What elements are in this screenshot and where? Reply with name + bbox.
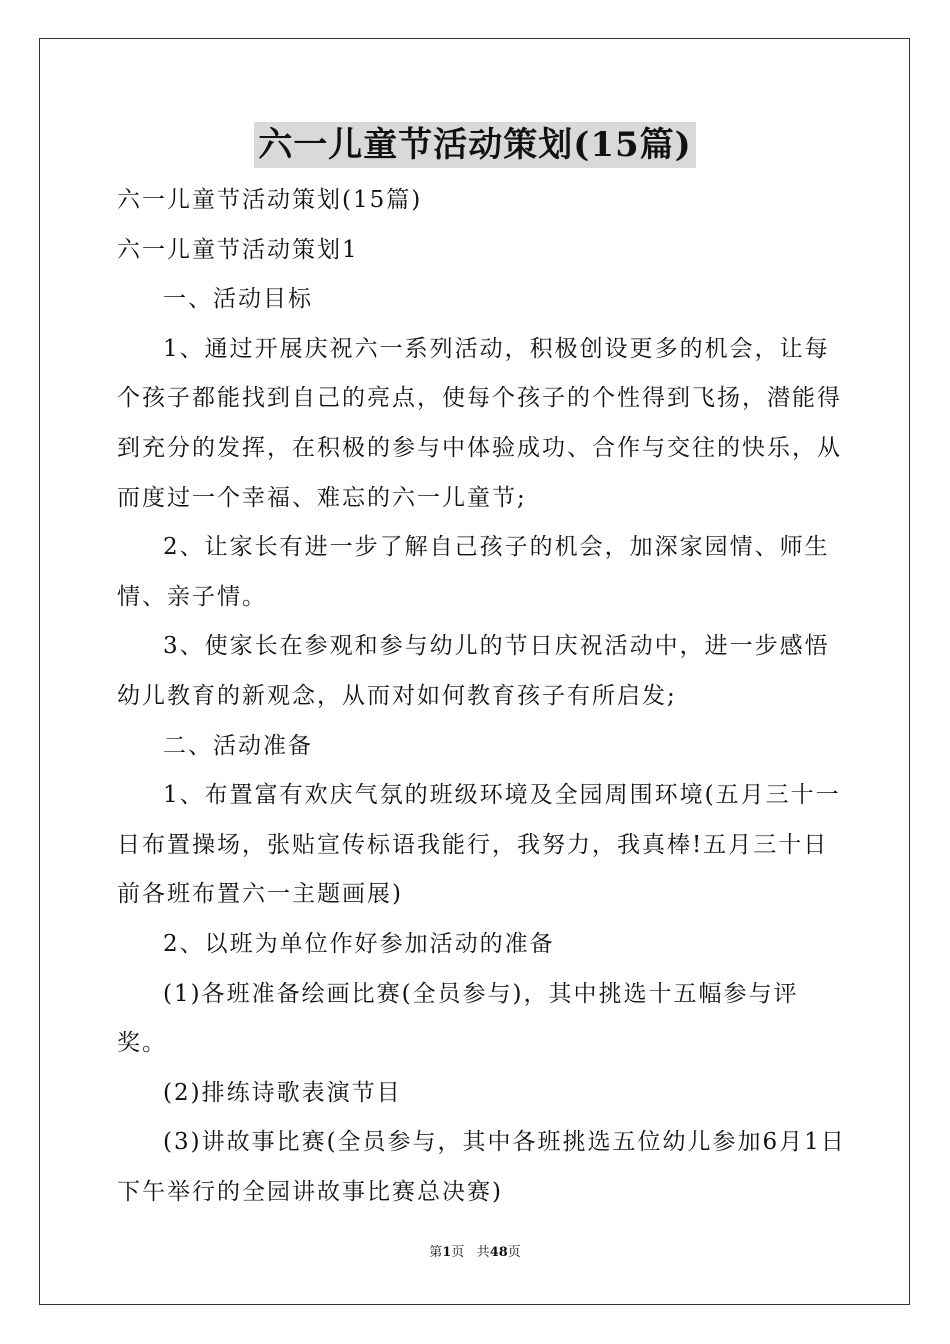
paragraph: 2、让家长有进一步了解自己孩子的机会，加深家园情、师生情、亲子情。 [117, 534, 830, 610]
total-page-count: 48 [489, 1245, 508, 1260]
list-item: (1)各班准备绘画比赛(全员参与)，其中挑选十五幅参与评奖。 [117, 980, 799, 1057]
document-body [117, 176, 847, 1217]
list-item: (3)讲故事比赛(全员参与，其中各班挑选五位幼儿参加6月1日下午举行的全园讲故事比赛总决赛) [117, 1129, 846, 1205]
total-suffix: 页 [507, 1245, 521, 1260]
title-container [0, 122, 950, 168]
paragraph: 3、使家长在参观和参与幼儿的节日庆祝活动中，进一步感悟幼儿教育的新观念，从而对如何教育孩子有所启发; [117, 633, 830, 709]
document-title: 六一儿童节活动策划(15篇) [254, 122, 696, 168]
list-item: (2)排练诗歌表演节目 [163, 1079, 402, 1106]
section-heading: 二、活动准备 [163, 732, 313, 759]
paragraph: 1、布置富有欢庆气氛的班级环境及全园周围环境(五月三十一日布置操场，张贴宣传标语我能行，我努力，我真棒!五月三十日前各班布置六一主题画展) [117, 782, 841, 908]
section-heading: 一、活动目标 [163, 286, 313, 313]
page-prefix: 第 [429, 1245, 443, 1260]
paragraph: 六一儿童节活动策划(15篇) [117, 187, 423, 213]
page-suffix: 页 [451, 1245, 465, 1260]
paragraph: 2、以班为单位作好参加活动的准备 [163, 930, 555, 957]
total-prefix: 共 [476, 1245, 490, 1260]
page-footer [0, 1244, 950, 1262]
current-page-number: 1 [442, 1245, 452, 1260]
paragraph: 1、通过开展庆祝六一系列活动，积极创设更多的机会，让每个孩子都能找到自己的亮点，使每个孩子的个性得到飞扬，潜能得到充分的发挥，在积极的参与中体验成功、合作与交往的快乐，从而度过一个幸福、难忘的六一儿童节; [117, 335, 842, 511]
paragraph: 六一儿童节活动策划1 [117, 236, 359, 263]
